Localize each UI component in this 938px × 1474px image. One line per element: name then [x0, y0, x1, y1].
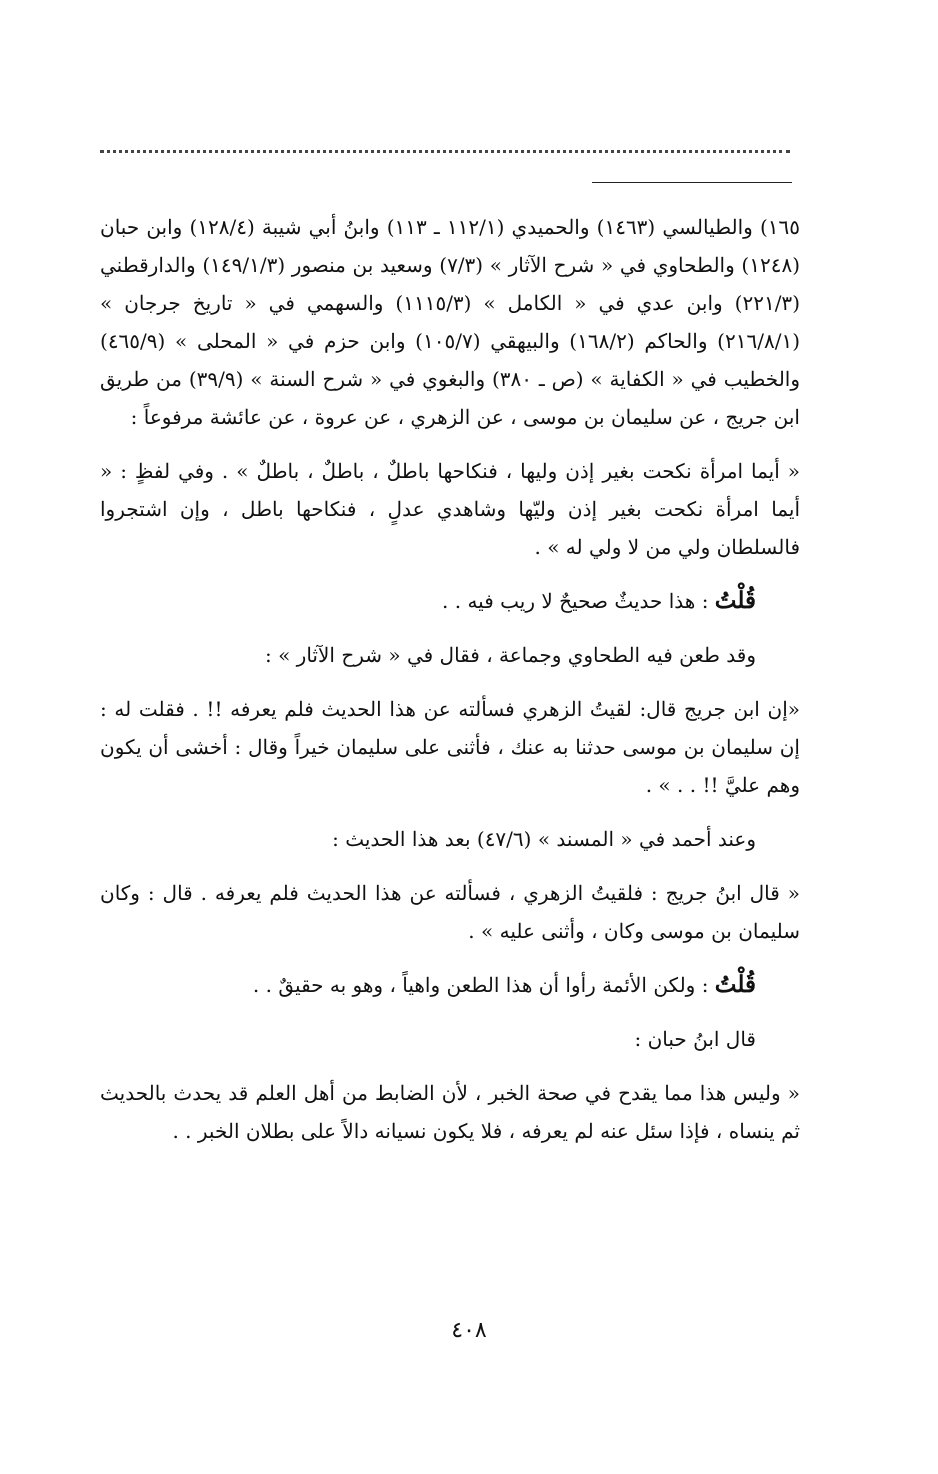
qult-separator: : [695, 589, 715, 613]
paragraph-ahmad-quote: « قال ابنُ جريج : فلقيتُ الزهري ، فسألته عن هذا الحديث فلم يعرفه . قال : وكان سليمان بن موسى وكان ، وأثنى عليه » . [100, 881, 800, 943]
paragraph-ahmad: وعند أحمد في « المسند » (٤٧/٦) بعد هذا الحديث : [332, 827, 756, 851]
paragraph-tahawi: وقد طعن فيه الطحاوي وجماعة ، فقال في « شرح الآثار » : [264, 643, 756, 667]
paragraph-qult-1 [100, 582, 800, 620]
page-number: ٤٠٨ [451, 1318, 487, 1343]
dotted-separator [100, 150, 790, 153]
paragraph-sources: ١٦٥) والطيالسي (١٤٦٣) والحميدي (١١٢/١ ـ ١١٣) وابنُ أبي شيبة (١٢٨/٤) وابن حبان (١٢٤٨) والطحاوي في « شرح الآثار » (٧/٣) وسعيد بن منصور (١٤٩/١/٣) والدارقطني (٢٢١/٣) وابن عدي في « الكامل » (١١١٥/٣) والسهمي في « تاريخ جرجان » (٢١٦/٨/١) والحاكم (١٦٨/٢) والبيهقي (١٠٥/٧) وابن حزم في « المحلى » (٤٦٥/٩) والخطيب في « الكفاية » (ص ـ ٣٨٠) والبغوي في « شرح السنة » (٣٩/٩) من طريق ابن جريج ، عن سليمان بن موسى ، عن الزهري ، عن عروة ، عن عائشة مرفوعاً : [100, 215, 801, 429]
qult-separator: : [695, 973, 715, 997]
paragraph-hadith-text: « أيما امرأة نكحت بغير إذن وليها ، فنكاحها باطلٌ ، باطلٌ ، باطلٌ » . وفي لفظٍ : « أيما امرأة نكحت بغير إذن وليّها وشاهدي عدلٍ ، فنكاحها باطل ، وإن اشتجروا فالسلطان ولي من لا ولي له » . [100, 459, 800, 559]
page-body [100, 208, 800, 1166]
paragraph-ibn-jurayj-quote: «إن ابن جريج قال: لقيتُ الزهري فسألته عن هذا الحديث فلم يعرفه !! . فقلت له : إن سليمان بن موسى حدثنا به عنك ، فأثنى على سليمان خيراً وقال : أخشى أن يكون وهم عليَّ !! . . » . [100, 697, 800, 797]
qult-label: قُلْتُ [714, 971, 756, 998]
qult-label: قُلْتُ [714, 587, 756, 614]
footnote-rule [592, 182, 792, 183]
qult-text: هذا حديثٌ صحيحٌ لا ريب فيه . . [442, 589, 696, 613]
paragraph-qult-2 [100, 966, 800, 1004]
qult-text: ولكن الأئمة رأوا أن هذا الطعن واهياً ، وهو به حقيقٌ . . [252, 973, 696, 997]
paragraph-ibn-hibban: قال ابنُ حبان : [634, 1027, 756, 1051]
paragraph-ibn-hibban-quote: « وليس هذا مما يقدح في صحة الخبر ، لأن الضابط من أهل العلم قد يحدث بالحديث ثم ينساه ، فإذا سئل عنه لم يعرفه ، فلا يكون نسيانه دالاً على بطلان الخبر . . [100, 1081, 800, 1143]
